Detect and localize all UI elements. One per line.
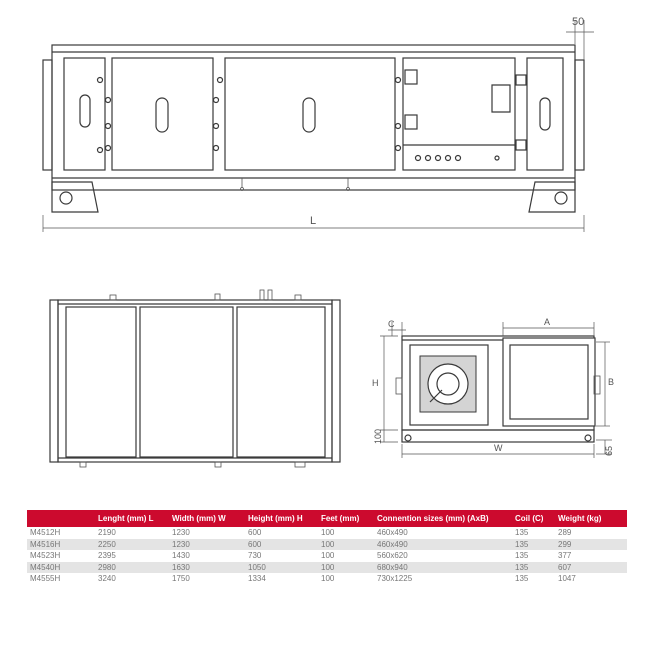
cell-width: 1630 (169, 562, 245, 574)
cell-weight: 607 (555, 562, 627, 574)
cell-length: 2250 (95, 539, 169, 551)
col-width: Width (mm) W (169, 510, 245, 527)
cell-feet: 100 (318, 573, 374, 585)
cell-coil: 135 (512, 550, 555, 562)
cell-model: M4512H (27, 527, 95, 539)
cell-model: M4516H (27, 539, 95, 551)
cell-width: 1750 (169, 573, 245, 585)
table-row (27, 550, 627, 562)
cell-model: M4555H (27, 573, 95, 585)
cell-length: 2980 (95, 562, 169, 574)
dim-w-label: W (494, 443, 503, 453)
cell-model: M4523H (27, 550, 95, 562)
cell-weight: 1047 (555, 573, 627, 585)
cell-coil: 135 (512, 562, 555, 574)
cell-feet: 100 (318, 550, 374, 562)
cell-weight: 299 (555, 539, 627, 551)
cell-length: 2190 (95, 527, 169, 539)
col-coil: Coil (C) (512, 510, 555, 527)
dim-a-label: A (544, 317, 551, 327)
col-weight: Weight (kg) (555, 510, 627, 527)
cell-height: 1334 (245, 573, 318, 585)
dim-65-label: 65 (604, 445, 614, 456)
cell-width: 1230 (169, 539, 245, 551)
side-view (372, 317, 614, 458)
cell-length: 2395 (95, 550, 169, 562)
cell-height: 730 (245, 550, 318, 562)
cell-feet: 100 (318, 527, 374, 539)
cell-width: 1430 (169, 550, 245, 562)
cell-model: M4540H (27, 562, 95, 574)
cell-feet: 100 (318, 562, 374, 574)
col-connection: Connention sizes (mm) (AxB) (374, 510, 512, 527)
dim-h-label: H (372, 378, 379, 388)
col-model (27, 510, 95, 527)
cell-height: 600 (245, 527, 318, 539)
front-view (43, 16, 594, 232)
cell-height: 600 (245, 539, 318, 551)
cell-width: 1230 (169, 527, 245, 539)
length-label: L (310, 215, 317, 227)
cell-length: 3240 (95, 573, 169, 585)
cell-connection: 460x490 (374, 539, 512, 551)
cell-connection: 730x1225 (374, 573, 512, 585)
dim-100-label: 100 (373, 428, 383, 444)
top-view (50, 290, 340, 467)
dimension-50-label: 50 (572, 16, 585, 28)
cell-weight: 377 (555, 550, 627, 562)
cell-connection: 680x940 (374, 562, 512, 574)
table-row (27, 539, 627, 551)
cell-feet: 100 (318, 539, 374, 551)
table-row (27, 573, 627, 585)
cell-coil: 135 (512, 527, 555, 539)
col-length: Lenght (mm) L (95, 510, 169, 527)
col-feet: Feet (mm) (318, 510, 374, 527)
spec-table (27, 510, 627, 585)
cell-height: 1050 (245, 562, 318, 574)
cell-coil: 135 (512, 573, 555, 585)
cell-weight: 289 (555, 527, 627, 539)
table-row (27, 527, 627, 539)
table-header-row (27, 510, 627, 527)
col-height: Height (mm) H (245, 510, 318, 527)
dim-c-label: C (388, 319, 395, 329)
cell-connection: 460x490 (374, 527, 512, 539)
cell-coil: 135 (512, 539, 555, 551)
table-row (27, 562, 627, 574)
dim-b-label: B (608, 377, 615, 387)
cell-connection: 560x620 (374, 550, 512, 562)
